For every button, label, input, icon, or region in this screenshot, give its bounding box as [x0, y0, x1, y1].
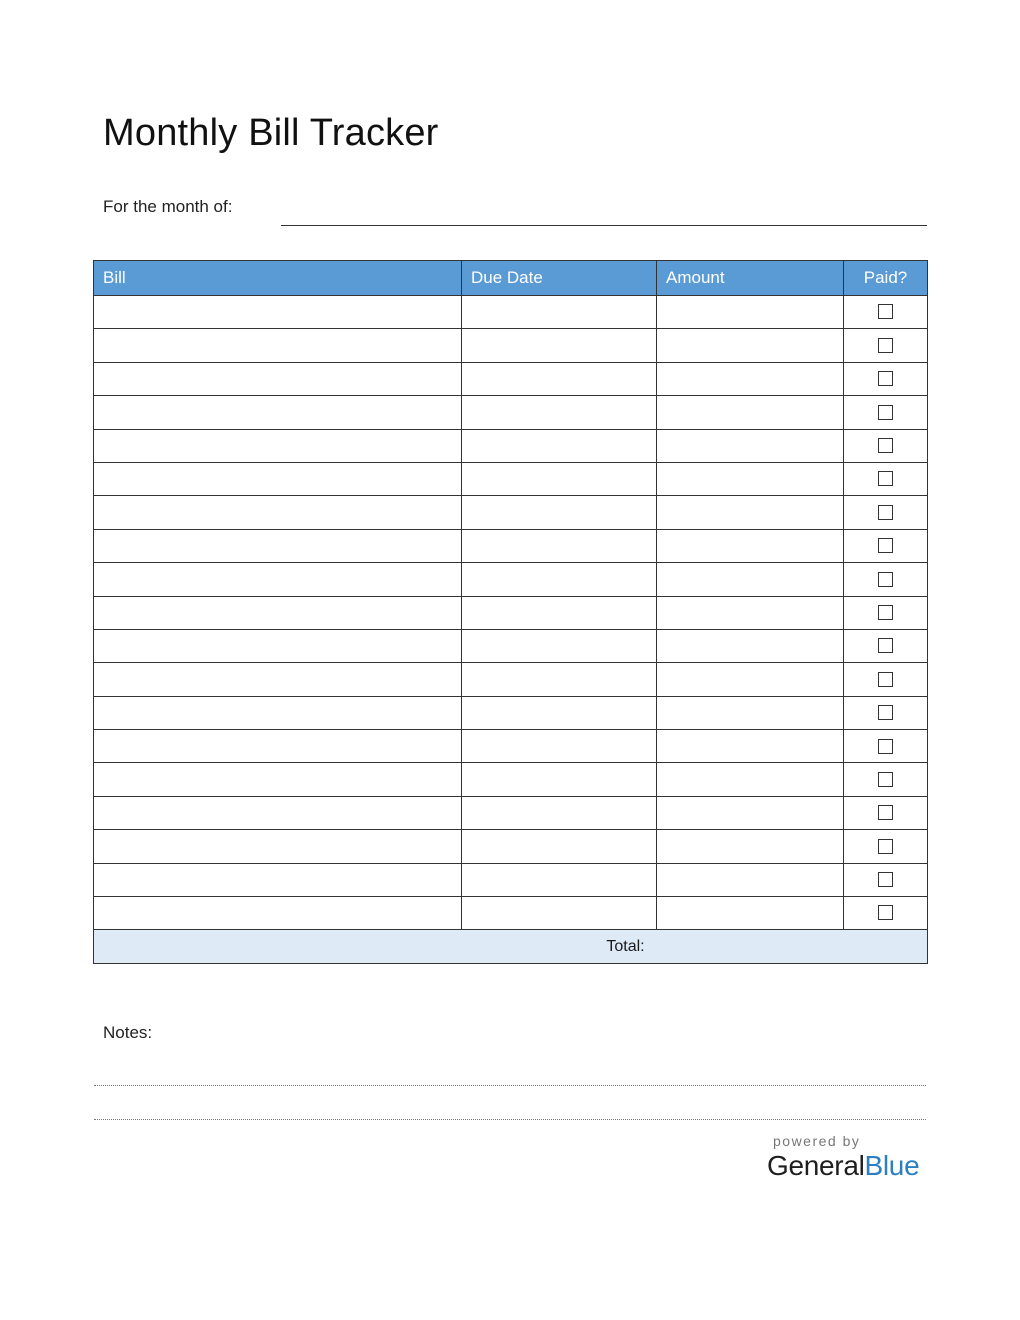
- paid-checkbox[interactable]: [878, 739, 893, 754]
- notes-label: Notes:: [103, 1023, 153, 1042]
- bill-cell[interactable]: [94, 429, 462, 462]
- table-row: [94, 362, 928, 395]
- paid-cell: [844, 396, 928, 429]
- table-row: [94, 596, 928, 629]
- amount-cell[interactable]: [657, 296, 844, 329]
- table-row: [94, 663, 928, 696]
- amount-cell[interactable]: [657, 796, 844, 829]
- paid-checkbox[interactable]: [878, 705, 893, 720]
- bill-cell[interactable]: [94, 897, 462, 930]
- table-row: [94, 763, 928, 796]
- paid-cell: [844, 563, 928, 596]
- paid-checkbox[interactable]: [878, 538, 893, 553]
- powered-by-text: powered by: [773, 1133, 861, 1149]
- table-row: [94, 529, 928, 562]
- bill-cell[interactable]: [94, 296, 462, 329]
- paid-cell: [844, 329, 928, 362]
- paid-cell: [844, 663, 928, 696]
- brand-blue-text: Blue: [864, 1150, 920, 1181]
- header-amount: Amount: [657, 261, 844, 296]
- table-row: [94, 429, 928, 462]
- amount-cell[interactable]: [657, 897, 844, 930]
- paid-checkbox[interactable]: [878, 405, 893, 420]
- bill-cell[interactable]: [94, 629, 462, 662]
- month-input-line[interactable]: [281, 225, 927, 226]
- table-row: [94, 296, 928, 329]
- paid-cell: [844, 429, 928, 462]
- due-date-cell[interactable]: [462, 596, 657, 629]
- amount-cell[interactable]: [657, 396, 844, 429]
- header-bill: Bill: [94, 261, 462, 296]
- due-date-cell[interactable]: [462, 362, 657, 395]
- due-date-cell[interactable]: [462, 563, 657, 596]
- table-row: [94, 863, 928, 896]
- paid-cell: [844, 496, 928, 529]
- amount-cell[interactable]: [657, 696, 844, 729]
- total-row: [94, 930, 928, 964]
- table-row: [94, 496, 928, 529]
- paid-checkbox[interactable]: [878, 505, 893, 520]
- brand-logo: [767, 1150, 919, 1182]
- amount-cell[interactable]: [657, 629, 844, 662]
- bill-cell[interactable]: [94, 763, 462, 796]
- amount-cell[interactable]: [657, 496, 844, 529]
- paid-cell: [844, 763, 928, 796]
- table-row: [94, 696, 928, 729]
- header-paid: Paid?: [844, 261, 928, 296]
- total-cell: [94, 930, 928, 964]
- due-date-cell[interactable]: [462, 429, 657, 462]
- paid-checkbox[interactable]: [878, 872, 893, 887]
- notes-line[interactable]: [94, 1119, 926, 1120]
- table-header-row: [94, 261, 928, 296]
- brand-general-text: General: [767, 1150, 865, 1181]
- table-row: [94, 462, 928, 495]
- paid-cell: [844, 596, 928, 629]
- paid-cell: [844, 362, 928, 395]
- due-date-cell[interactable]: [462, 663, 657, 696]
- paid-checkbox[interactable]: [878, 638, 893, 653]
- paid-cell: [844, 897, 928, 930]
- table-row: [94, 830, 928, 863]
- amount-cell[interactable]: [657, 863, 844, 896]
- header-due-date: Due Date: [462, 261, 657, 296]
- amount-cell[interactable]: [657, 329, 844, 362]
- bill-cell[interactable]: [94, 496, 462, 529]
- due-date-cell[interactable]: [462, 897, 657, 930]
- table-row: [94, 629, 928, 662]
- due-date-cell[interactable]: [462, 629, 657, 662]
- bill-cell[interactable]: [94, 796, 462, 829]
- paid-checkbox[interactable]: [878, 605, 893, 620]
- paid-cell: [844, 830, 928, 863]
- total-label: Total:: [606, 937, 645, 955]
- amount-cell[interactable]: [657, 763, 844, 796]
- due-date-cell[interactable]: [462, 296, 657, 329]
- paid-checkbox[interactable]: [878, 805, 893, 820]
- due-date-cell[interactable]: [462, 796, 657, 829]
- bill-cell[interactable]: [94, 329, 462, 362]
- amount-cell[interactable]: [657, 663, 844, 696]
- due-date-cell[interactable]: [462, 529, 657, 562]
- bill-cell[interactable]: [94, 830, 462, 863]
- amount-cell[interactable]: [657, 529, 844, 562]
- bill-cell[interactable]: [94, 696, 462, 729]
- table-row: [94, 563, 928, 596]
- notes-line[interactable]: [94, 1085, 926, 1086]
- due-date-cell[interactable]: [462, 329, 657, 362]
- bill-cell[interactable]: [94, 596, 462, 629]
- due-date-cell[interactable]: [462, 730, 657, 763]
- amount-cell[interactable]: [657, 429, 844, 462]
- table-row: [94, 329, 928, 362]
- table-row: [94, 396, 928, 429]
- amount-cell[interactable]: [657, 596, 844, 629]
- table-row: [94, 897, 928, 930]
- due-date-cell[interactable]: [462, 396, 657, 429]
- paid-checkbox[interactable]: [878, 772, 893, 787]
- due-date-cell[interactable]: [462, 863, 657, 896]
- paid-cell: [844, 730, 928, 763]
- page-title: Monthly Bill Tracker: [103, 112, 439, 154]
- paid-checkbox[interactable]: [878, 572, 893, 587]
- due-date-cell[interactable]: [462, 763, 657, 796]
- table-row: [94, 796, 928, 829]
- bill-cell[interactable]: [94, 663, 462, 696]
- amount-cell[interactable]: [657, 563, 844, 596]
- paid-checkbox[interactable]: [878, 839, 893, 854]
- amount-cell[interactable]: [657, 730, 844, 763]
- bill-cell[interactable]: [94, 396, 462, 429]
- due-date-cell[interactable]: [462, 496, 657, 529]
- bill-cell[interactable]: [94, 563, 462, 596]
- paid-checkbox[interactable]: [878, 371, 893, 386]
- paid-cell: [844, 796, 928, 829]
- paid-checkbox[interactable]: [878, 905, 893, 920]
- due-date-cell[interactable]: [462, 696, 657, 729]
- amount-cell[interactable]: [657, 462, 844, 495]
- paid-checkbox[interactable]: [878, 471, 893, 486]
- bill-cell[interactable]: [94, 863, 462, 896]
- bill-table: [93, 260, 928, 964]
- bill-cell[interactable]: [94, 362, 462, 395]
- paid-cell: [844, 462, 928, 495]
- paid-checkbox[interactable]: [878, 338, 893, 353]
- paid-checkbox[interactable]: [878, 304, 893, 319]
- bill-cell[interactable]: [94, 462, 462, 495]
- paid-cell: [844, 296, 928, 329]
- paid-cell: [844, 696, 928, 729]
- paid-checkbox[interactable]: [878, 672, 893, 687]
- month-label: For the month of:: [103, 197, 233, 216]
- paid-cell: [844, 629, 928, 662]
- due-date-cell[interactable]: [462, 830, 657, 863]
- table-row: [94, 730, 928, 763]
- paid-checkbox[interactable]: [878, 438, 893, 453]
- bill-cell[interactable]: [94, 730, 462, 763]
- amount-cell[interactable]: [657, 830, 844, 863]
- paid-cell: [844, 529, 928, 562]
- paid-cell: [844, 863, 928, 896]
- bill-cell[interactable]: [94, 529, 462, 562]
- amount-cell[interactable]: [657, 362, 844, 395]
- due-date-cell[interactable]: [462, 462, 657, 495]
